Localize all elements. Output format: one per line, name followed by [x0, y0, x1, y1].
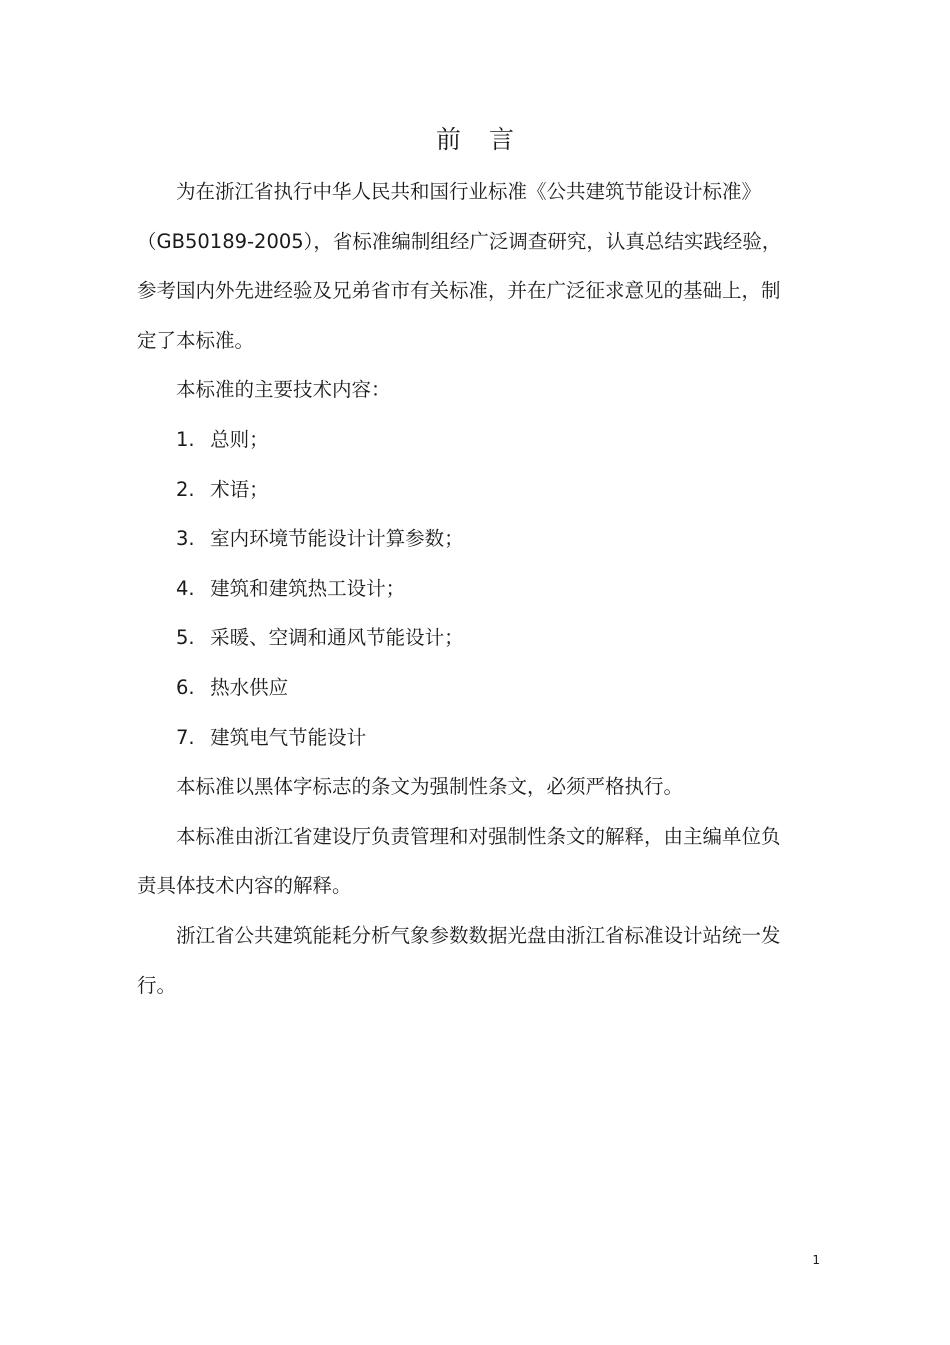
document-body: [137, 167, 787, 1010]
distribution-paragraph: 浙江省公共建筑能耗分析气象参数数据光盘由浙江省标准设计站统一发行。: [137, 923, 781, 997]
list-item-text: 建筑电气节能设计: [210, 725, 367, 749]
intro-paragraph: 为在浙江省执行中华人民共和国行业标准《公共建筑节能设计标准》（GB50189-2005），省标准编制组经广泛调查研究，认真总结实践经验，参考国内外先进经验及兄弟省市有关标准，并在广泛征求意见的基础上，制定了本标准。: [137, 180, 782, 352]
list-item: [137, 663, 787, 713]
list-item: [137, 514, 787, 564]
list-item-number: 3.: [176, 527, 195, 551]
page-title: 前言: [435, 125, 542, 154]
list-item-text: 术语；: [210, 477, 269, 501]
list-item: [137, 564, 787, 614]
contents-heading: 本标准的主要技术内容：: [176, 378, 391, 402]
list-item: [137, 465, 787, 515]
interpretation-paragraph: 本标准由浙江省建设厅负责管理和对强制性条文的解释，由主编单位负责具体技术内容的解释。: [137, 824, 781, 898]
mandatory-note-paragraph: 本标准以黑体字标志的条文为强制性条文，必须严格执行。: [176, 775, 684, 799]
list-item-number: 5.: [176, 626, 195, 650]
list-item-number: 4.: [176, 576, 195, 600]
list-item-number: 7.: [176, 725, 195, 749]
list-item-text: 建筑和建筑热工设计；: [210, 576, 406, 600]
list-item-number: 1.: [176, 427, 195, 451]
list-item-text: 室内环境节能设计计算参数；: [210, 527, 464, 551]
list-item-number: 2.: [176, 477, 195, 501]
page-number: 1: [812, 1253, 820, 1267]
list-item: [137, 713, 787, 763]
list-item-text: 采暖、空调和通风节能设计；: [210, 626, 464, 650]
list-item-text: 总则；: [210, 427, 269, 451]
list-item-text: 热水供应: [210, 675, 289, 699]
list-item: [137, 415, 787, 465]
list-item: [137, 613, 787, 663]
list-item-number: 6.: [176, 675, 195, 699]
